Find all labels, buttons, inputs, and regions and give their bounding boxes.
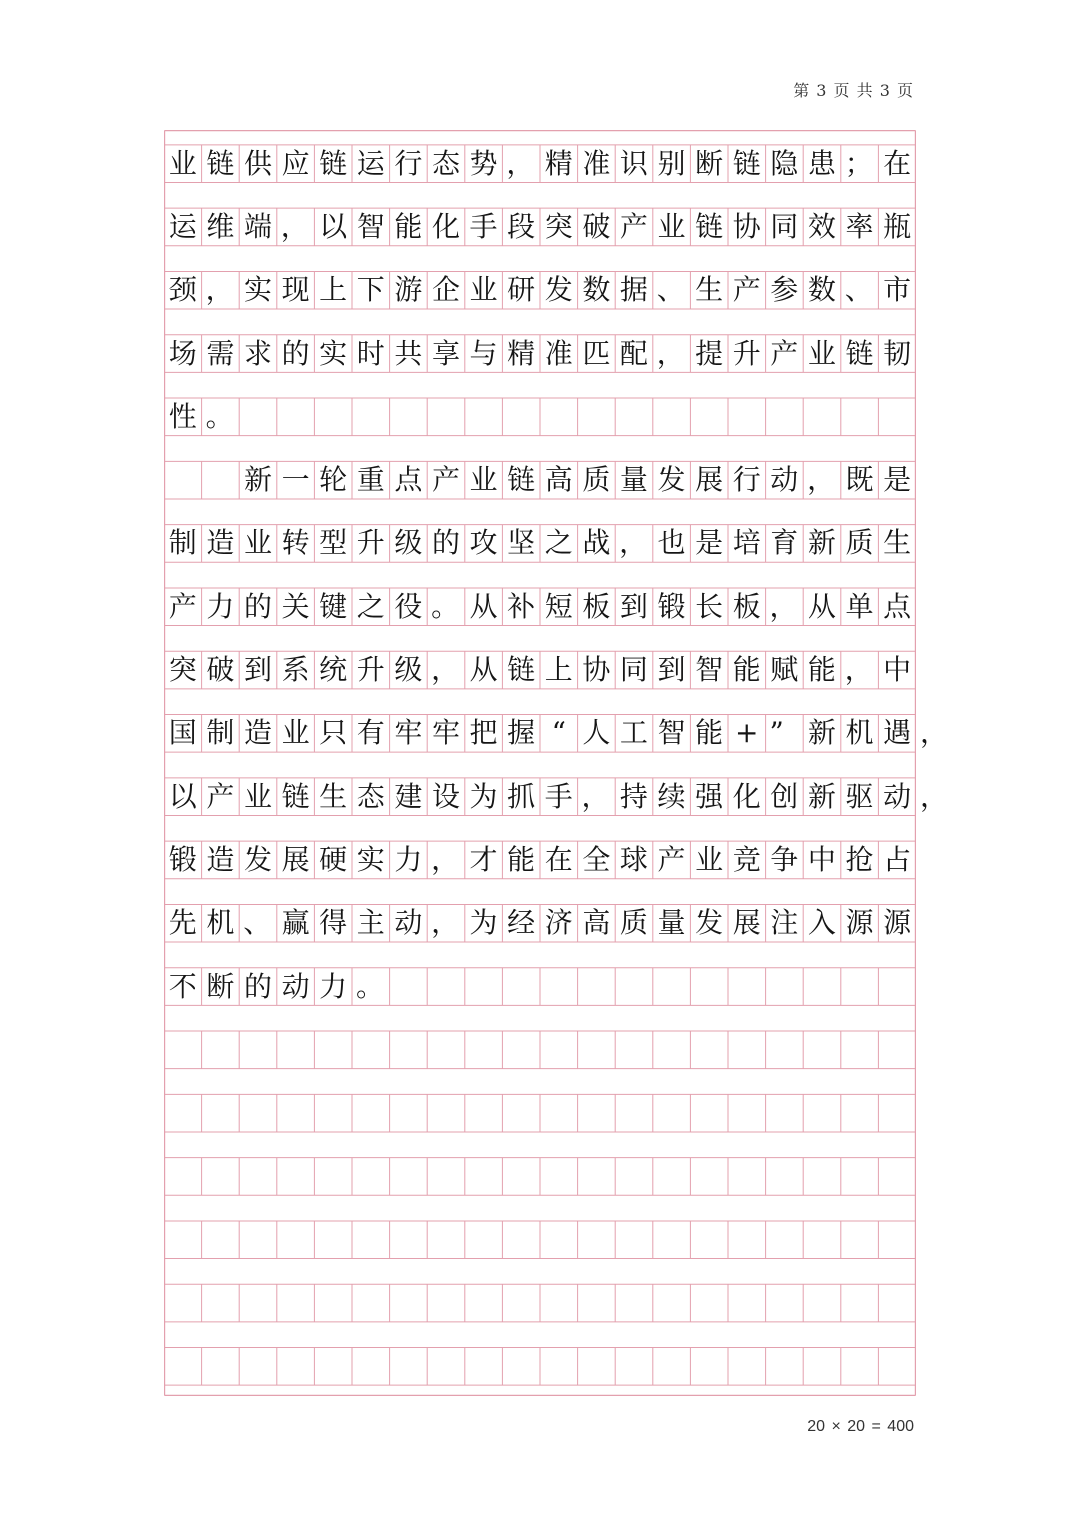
grid-cell-char: 瓶 xyxy=(883,209,912,243)
grid-cell-char: 破 xyxy=(582,209,611,243)
grid-cell-char: 业 xyxy=(469,463,498,497)
grid-cell-char: 端 xyxy=(243,209,272,243)
grid-cell-char: 化 xyxy=(732,779,761,813)
grid-cell-char: 动 xyxy=(883,779,912,813)
grid-cell-char: 轮 xyxy=(319,463,348,497)
grid-row xyxy=(164,968,916,1006)
grid-cell-char: 业 xyxy=(807,336,836,370)
grid-cell-char: ， xyxy=(205,273,234,307)
grid-cell-char: 实 xyxy=(319,336,348,370)
grid-cell-char: ， xyxy=(431,653,460,687)
grid-cell-char: 板 xyxy=(732,589,761,623)
grid-cell-char: 势 xyxy=(469,146,498,180)
grid-cell-char: 链 xyxy=(695,209,724,243)
grid-cell-char: 先 xyxy=(168,906,197,940)
grid-cell-char: 链 xyxy=(845,336,874,370)
grid-cell-char: 质 xyxy=(845,526,874,560)
grid-cell-char: 、 xyxy=(243,906,272,940)
grid-cell-char: 以 xyxy=(168,779,197,813)
grid-cell-char: 育 xyxy=(770,526,799,560)
grid-cell-char: 牢 xyxy=(431,716,460,750)
grid-row xyxy=(164,1158,916,1196)
grid-cell-char: 只 xyxy=(319,716,348,750)
grid-cell-char: 短 xyxy=(544,589,573,623)
grid-cell-char: 同 xyxy=(770,209,799,243)
grid-cell-char: 发 xyxy=(657,463,686,497)
grid-cell-char: 链 xyxy=(507,463,536,497)
grid-cell-char: 赢 xyxy=(281,906,310,940)
grid-cell-char: 准 xyxy=(582,146,611,180)
grid-cell-char: 展 xyxy=(695,463,724,497)
grid-cell-char: 制 xyxy=(206,716,235,750)
grid-cell-char: 运 xyxy=(168,209,197,243)
grid-cell-char: 维 xyxy=(206,209,235,243)
grid-cell-char: 续 xyxy=(657,779,686,813)
grid-cell-char: ， xyxy=(280,209,309,243)
grid-cell-char: 业 xyxy=(168,146,197,180)
grid-cell-char: 时 xyxy=(356,336,385,370)
grid-size-label: 20 × 20 = 400 xyxy=(807,1418,914,1435)
grid-cell-char: 效 xyxy=(807,209,836,243)
grid-cell-char: 、 xyxy=(844,273,873,307)
grid-cell-char: 实 xyxy=(356,842,385,876)
grid-cell-char: 精 xyxy=(507,336,536,370)
grid-row xyxy=(164,1348,916,1386)
grid-cell-char: 转 xyxy=(281,526,310,560)
grid-cell-char: 段 xyxy=(507,209,536,243)
grid-cell-char: 力 xyxy=(394,842,423,876)
grid-cell-char: 产 xyxy=(206,779,235,813)
grid-cell-char: 济 xyxy=(544,906,573,940)
grid-cell-char: 升 xyxy=(356,526,385,560)
grid-cell-char: 态 xyxy=(356,779,385,813)
grid-cell-char: 破 xyxy=(206,653,235,687)
grid-cell-char: 行 xyxy=(732,463,761,497)
grid-cell-char: ； xyxy=(844,146,873,180)
grid-cell-char: 产 xyxy=(431,463,460,497)
grid-cell-char: 为 xyxy=(469,906,498,940)
grid-cell-char: 中 xyxy=(807,842,836,876)
grid-cell-char: 上 xyxy=(544,653,573,687)
grid-cell-char: 协 xyxy=(582,653,611,687)
grid-cell-char: 链 xyxy=(281,779,310,813)
grid-cell-char: 新 xyxy=(243,463,272,497)
grid-cell-char: 发 xyxy=(544,273,573,307)
grid-row xyxy=(164,335,916,373)
grid-cell-char: 质 xyxy=(619,906,648,940)
grid-cell-char: 新 xyxy=(807,779,836,813)
grid-cell-char: 硬 xyxy=(319,842,348,876)
grid-cell-char: 的 xyxy=(431,526,460,560)
grid-cell-char: 动 xyxy=(394,906,423,940)
grid-cell-char: ， xyxy=(506,146,535,180)
grid-cell-char: 源 xyxy=(883,906,912,940)
grid-cell-char: 的 xyxy=(243,969,272,1003)
grid-cell-char: 态 xyxy=(431,146,460,180)
grid-cell-char: 性 xyxy=(168,399,197,433)
grid-cell-char: 患 xyxy=(807,146,836,180)
grid-cell-char: 从 xyxy=(469,653,498,687)
grid-cell-char: 争 xyxy=(770,842,799,876)
grid-cell-char: 共 xyxy=(394,336,423,370)
grid-cell-char: 化 xyxy=(431,209,460,243)
grid-row xyxy=(164,461,916,499)
grid-cell-char: 业 xyxy=(469,273,498,307)
grid-cell-char: 生 xyxy=(695,273,724,307)
grid-cell-char: 突 xyxy=(168,653,197,687)
grid-cell-char: 牢 xyxy=(394,716,423,750)
grid-cell-char: 应 xyxy=(281,146,310,180)
grid-cell-char: 实 xyxy=(243,273,272,307)
grid-cell-char: 别 xyxy=(657,146,686,180)
grid-cell-char: 业 xyxy=(281,716,310,750)
grid-cell-char: 占 xyxy=(883,842,912,876)
grid-cell-char: 全 xyxy=(582,842,611,876)
grid-cell-char: 人 xyxy=(582,716,611,750)
grid-cell-char: 升 xyxy=(356,653,385,687)
grid-cell-char: 发 xyxy=(243,842,272,876)
grid-cell-char: 下 xyxy=(356,273,385,307)
grid-cell-char: 一 xyxy=(281,463,310,497)
grid-cell-char: 级 xyxy=(394,653,423,687)
grid-cell-char: 企 xyxy=(431,273,460,307)
grid-cell-char: 产 xyxy=(619,209,648,243)
grid-cell-char: 从 xyxy=(807,589,836,623)
grid-cell-char: 抓 xyxy=(507,779,536,813)
grid-cell-char: 经 xyxy=(507,906,536,940)
grid-cell-char: 也 xyxy=(657,526,686,560)
grid-cell-char: 能 xyxy=(807,653,836,687)
grid-cell-char: 准 xyxy=(544,336,573,370)
grid-cell-char: 动 xyxy=(770,463,799,497)
grid-cell-char: 抢 xyxy=(845,842,874,876)
grid-cell-char: 造 xyxy=(206,842,235,876)
grid-cell-char: 产 xyxy=(770,336,799,370)
grid-cell-char: 工 xyxy=(619,716,648,750)
grid-cell-char: 战 xyxy=(582,526,611,560)
grid-cell-char: 智 xyxy=(695,653,724,687)
grid-cell-char: 键 xyxy=(319,589,348,623)
grid-row xyxy=(164,1094,916,1132)
grid-cell-char: 到 xyxy=(657,653,686,687)
grid-cell-char: 到 xyxy=(619,589,648,623)
grid-cell-char: 发 xyxy=(695,906,724,940)
grid-cell-char: 的 xyxy=(243,589,272,623)
grid-cell-char: 据 xyxy=(619,273,648,307)
grid-cell-char: 统 xyxy=(319,653,348,687)
grid-cell-char: 生 xyxy=(319,779,348,813)
grid-cell-char xyxy=(202,461,240,499)
grid-cell-char: 才 xyxy=(469,842,498,876)
grid-cell-char: ， xyxy=(431,842,460,876)
grid-cell-char xyxy=(164,461,202,499)
grid-cell-char: 把 xyxy=(469,716,498,750)
grid-cell-char: 力 xyxy=(319,969,348,1003)
grid-cell-char: 市 xyxy=(883,273,912,307)
grid-cell-char: 质 xyxy=(582,463,611,497)
grid-cell-char: 业 xyxy=(657,209,686,243)
grid-cell-char: 系 xyxy=(281,653,310,687)
grid-cell-char: 颈 xyxy=(168,273,197,307)
grid-cell-char: 入 xyxy=(807,906,836,940)
grid-cell-char: 点 xyxy=(394,463,423,497)
grid-cell-char: 链 xyxy=(507,653,536,687)
grid-cell-char: 的 xyxy=(281,336,310,370)
grid-cell-char: 高 xyxy=(582,906,611,940)
grid-cell-char: 手 xyxy=(469,209,498,243)
grid-cell-char: 。 xyxy=(205,399,234,433)
grid-cell-char: 高 xyxy=(544,463,573,497)
grid-row xyxy=(164,525,916,563)
grid-cell-char: 业 xyxy=(243,526,272,560)
grid-cell-char: 配 xyxy=(619,336,648,370)
grid-cell-char: 数 xyxy=(582,273,611,307)
grid-cell-char: 设 xyxy=(431,779,460,813)
grid-cell-char: 智 xyxy=(356,209,385,243)
grid-cell-char: 产 xyxy=(732,273,761,307)
grid-cell-char: 能 xyxy=(507,842,536,876)
grid-cell-char: 量 xyxy=(619,463,648,497)
grid-row xyxy=(164,588,916,626)
grid-cell-char: 业 xyxy=(243,779,272,813)
page-indicator: 第 3 页 共 3 页 xyxy=(793,81,914,100)
grid-cell-char: 动 xyxy=(281,969,310,1003)
manuscript-grid xyxy=(164,130,949,1396)
grid-cell-char: 链 xyxy=(732,146,761,180)
grid-cell-char: 遇 xyxy=(883,716,912,750)
grid-row xyxy=(164,208,916,246)
grid-cell-char: 役 xyxy=(394,589,423,623)
grid-cell-char: 驱 xyxy=(845,779,874,813)
grid-cell-char: 匹 xyxy=(582,336,611,370)
grid-cell-char: ， xyxy=(844,653,873,687)
grid-cell-char: 链 xyxy=(206,146,235,180)
grid-lines xyxy=(164,130,916,1396)
grid-cell-char: 从 xyxy=(469,589,498,623)
grid-cell-char: 。 xyxy=(355,969,384,1003)
grid-cell-char: 建 xyxy=(394,779,423,813)
grid-cell-char: 锻 xyxy=(657,589,686,623)
grid-row xyxy=(164,715,949,753)
grid-row xyxy=(164,398,916,436)
grid-cell-char: 突 xyxy=(544,209,573,243)
grid-row xyxy=(164,778,949,816)
grid-cell-char: 造 xyxy=(206,526,235,560)
grid-cell-char: 精 xyxy=(544,146,573,180)
grid-cell-char: 注 xyxy=(770,906,799,940)
grid-cell-char: 同 xyxy=(619,653,648,687)
grid-cell-char: 国 xyxy=(168,716,197,750)
grid-cell-char: 是 xyxy=(695,526,724,560)
grid-cell-char: ” xyxy=(769,716,784,750)
grid-cell-char: 游 xyxy=(394,273,423,307)
grid-cell-char: 断 xyxy=(695,146,724,180)
grid-cell-char: 锻 xyxy=(168,842,197,876)
grid-cell-char: 行 xyxy=(394,146,423,180)
grid-cell-char: 、 xyxy=(656,273,685,307)
grid-cell-char: 补 xyxy=(507,589,536,623)
grid-cell-char: ， xyxy=(920,779,949,813)
grid-row xyxy=(164,145,916,183)
grid-cell-char: 制 xyxy=(168,526,197,560)
grid-cell-char: 球 xyxy=(619,842,648,876)
grid-cell-char: 业 xyxy=(695,842,724,876)
grid-row xyxy=(164,904,916,942)
grid-row xyxy=(164,1031,916,1069)
grid-cell-char: 机 xyxy=(206,906,235,940)
grid-cell-char: 链 xyxy=(319,146,348,180)
grid-cell-char: 产 xyxy=(168,589,197,623)
grid-cell-char: 有 xyxy=(356,716,385,750)
grid-cell-char: 场 xyxy=(168,336,197,370)
grid-cell-char: 板 xyxy=(582,589,611,623)
grid-cell-char: 中 xyxy=(883,653,912,687)
grid-cell-char: 得 xyxy=(319,906,348,940)
grid-cell-char: 单 xyxy=(845,589,874,623)
grid-cell-char: 持 xyxy=(619,779,648,813)
grid-cell-char: 之 xyxy=(544,526,573,560)
grid-cell-char: 力 xyxy=(206,589,235,623)
grid-cell-char: 率 xyxy=(845,209,874,243)
grid-cell-char: ， xyxy=(619,526,648,560)
grid-cell-char: 提 xyxy=(695,336,724,370)
grid-cell-char: 强 xyxy=(695,779,724,813)
grid-cell-char: 手 xyxy=(544,779,573,813)
grid-cell-char: 供 xyxy=(243,146,272,180)
grid-cell-char: 源 xyxy=(845,906,874,940)
grid-cell-char: 能 xyxy=(732,653,761,687)
grid-row xyxy=(164,651,916,689)
grid-cell-char: 求 xyxy=(243,336,272,370)
grid-cell-char: 是 xyxy=(883,463,912,497)
grid-cell-char: 上 xyxy=(319,273,348,307)
grid-cell-char: 培 xyxy=(732,526,761,560)
grid-cell-char: 级 xyxy=(394,526,423,560)
grid-cell-char: 享 xyxy=(431,336,460,370)
grid-cell-char: 为 xyxy=(469,779,498,813)
grid-cell-char: 重 xyxy=(356,463,385,497)
grid-cell-char: 与 xyxy=(469,336,498,370)
grid-cell-char: 运 xyxy=(356,146,385,180)
grid-cell-char: 主 xyxy=(356,906,385,940)
grid-row xyxy=(164,841,916,879)
grid-cell-char: 展 xyxy=(732,906,761,940)
grid-cell-char: 不 xyxy=(168,969,197,1003)
grid-cell-char: ， xyxy=(769,589,798,623)
grid-cell-char: 到 xyxy=(243,653,272,687)
grid-cell-char: 既 xyxy=(845,463,874,497)
grid-cell-char: 研 xyxy=(507,273,536,307)
grid-row xyxy=(164,1284,916,1322)
grid-cell-char: ， xyxy=(431,906,460,940)
grid-cell-char: 智 xyxy=(657,716,686,750)
grid-cell-char: 点 xyxy=(883,589,912,623)
grid-cell-char: 。 xyxy=(431,589,460,623)
grid-cell-char: 现 xyxy=(281,273,310,307)
grid-cell-char: 新 xyxy=(807,526,836,560)
grid-cell-char: “ xyxy=(551,716,566,750)
grid-cell-char: ， xyxy=(581,779,610,813)
grid-cell-char: 能 xyxy=(695,716,724,750)
grid-cell-char: 坚 xyxy=(507,526,536,560)
grid-cell-char: 造 xyxy=(243,716,272,750)
grid-cell-char: 参 xyxy=(770,273,799,307)
grid-cell-char: 协 xyxy=(732,209,761,243)
grid-cell-char: 新 xyxy=(807,716,836,750)
grid-cell-char: ， xyxy=(656,336,685,370)
grid-cell-char: 数 xyxy=(807,273,836,307)
grid-cell-char: 需 xyxy=(206,336,235,370)
grid-cell-char: 识 xyxy=(619,146,648,180)
grid-cell-char: ， xyxy=(807,463,836,497)
grid-cell-char: 关 xyxy=(281,589,310,623)
grid-cell-char: 在 xyxy=(883,146,912,180)
grid-cell-char: 型 xyxy=(319,526,348,560)
grid-cell-char: 机 xyxy=(845,716,874,750)
grid-cell-char: 长 xyxy=(695,589,724,623)
grid-cell-char: 攻 xyxy=(469,526,498,560)
grid-row xyxy=(164,271,916,309)
grid-cell-char: 之 xyxy=(356,589,385,623)
grid-cell-char: 赋 xyxy=(770,653,799,687)
grid-cell-char: ， xyxy=(920,716,949,750)
grid-cell-char: 断 xyxy=(206,969,235,1003)
grid-cell-char: 量 xyxy=(657,906,686,940)
grid-cell-char: 生 xyxy=(883,526,912,560)
grid-cell-char: 能 xyxy=(394,209,423,243)
grid-cell-char: 升 xyxy=(732,336,761,370)
grid-cell-char: 在 xyxy=(544,842,573,876)
grid-cell-char: 以 xyxy=(319,209,348,243)
grid-row xyxy=(164,1221,916,1259)
grid-cell-char: 韧 xyxy=(883,336,912,370)
grid-cell-char: 产 xyxy=(657,842,686,876)
grid-cell-char: 竞 xyxy=(732,842,761,876)
grid-cell-char: 创 xyxy=(770,779,799,813)
grid-cell-char: 展 xyxy=(281,842,310,876)
grid-cell-char: + xyxy=(734,716,759,750)
grid-cell-char: 隐 xyxy=(770,146,799,180)
grid-cell-char: 握 xyxy=(507,716,536,750)
